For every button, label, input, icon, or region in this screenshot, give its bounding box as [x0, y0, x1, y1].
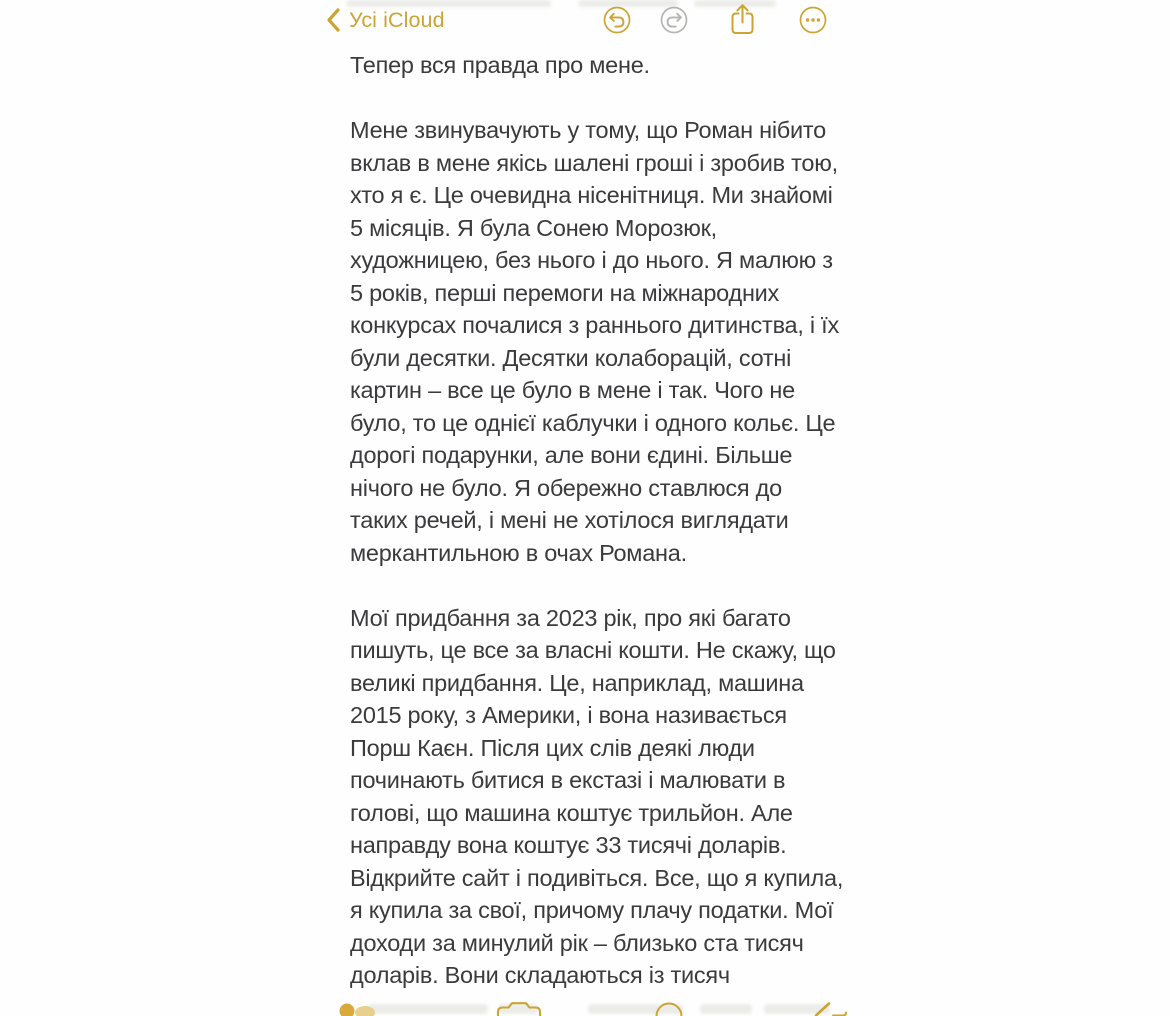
note-text-line: Відкрийте сайт і подивіться. Все, що я купила,	[350, 864, 844, 891]
note-text-line: було, то це однієї каблучки і одного кольє. Це	[350, 409, 836, 436]
redo-button-disabled[interactable]	[660, 6, 688, 34]
note-text-line: картин – все це було в мене і так. Чого не	[350, 377, 795, 403]
note-paragraph	[350, 602, 844, 992]
back-button-label: Усі iCloud	[349, 8, 445, 32]
note-text-line: починають битися в екстазі і малювати в	[350, 767, 786, 793]
back-button[interactable]	[326, 6, 445, 34]
note-text-line: доларів. Вони складаються із тисяч	[350, 962, 730, 988]
ghost-text-artifact	[368, 1004, 488, 1014]
undo-button[interactable]	[603, 6, 631, 34]
note-text-line: таких речей, і мені не хотілося виглядати	[350, 507, 789, 533]
note-text-line: вклав в мене якісь шалені гроші і зробив тою,	[350, 149, 838, 176]
note-text-line: Мене звинувачують у тому, що Роман нібито	[350, 117, 826, 143]
note-text-line: конкурсах почалися з раннього дитинства, і їх	[350, 312, 839, 338]
compose-icon[interactable]	[812, 1002, 848, 1016]
bottom-toolbar	[0, 1002, 1170, 1016]
nav-bar	[0, 0, 1170, 42]
note-text-line: були десятки. Десятки колаборацій, сотні	[350, 344, 792, 371]
note-text-line: Мої придбання за 2023 рік, про які багато	[350, 604, 791, 631]
chevron-left-icon	[326, 8, 340, 32]
note-body[interactable]	[350, 49, 844, 992]
note-text-line: художницею, без нього і до нього. Я малюю з	[350, 247, 833, 273]
note-text-line: голові, що машина коштує трильйон. Але	[350, 799, 793, 826]
note-text-line: нічого не було. Я обережно ставлюся до	[350, 474, 782, 501]
circle-glyph-icon[interactable]	[655, 1002, 683, 1016]
note-text-line: 5 років, перші перемоги на міжнародних	[350, 279, 780, 306]
note-text-line: 2015 року, з Америки, і вона називається	[350, 702, 787, 728]
note-text-line: я купила за свої, причому плачу податки. Мої	[350, 897, 834, 923]
share-button[interactable]	[729, 3, 756, 36]
note-text-line: великі придбання. Це, наприклад, машина	[350, 669, 804, 696]
ghost-text-artifact	[700, 1004, 752, 1014]
note-text-line: хто я є. Це очевидна нісенітниця. Ми знайомі	[350, 182, 833, 208]
camera-icon[interactable]	[496, 1002, 542, 1016]
note-text-line: Тепер вся правда про мене.	[350, 52, 650, 78]
note-text-line: пишуть, це все за власні кошти. Не скажу, що	[350, 637, 836, 663]
note-text-line: направду вона коштує 33 тисячі доларів.	[350, 832, 787, 858]
note-paragraph	[350, 114, 839, 569]
note-paragraph	[350, 49, 830, 82]
pen-tip-icon[interactable]	[338, 1002, 380, 1016]
note-text-line: Порш Каєн. Після цих слів деякі люди	[350, 734, 755, 761]
more-options-button[interactable]	[799, 6, 827, 34]
note-text-line: 5 місяців. Я була Сонею Морозюк,	[350, 214, 717, 241]
note-text-line: дорогі подарунки, але вони єдині. Більше	[350, 442, 793, 468]
note-text-line: меркантильною в очах Романа.	[350, 539, 687, 566]
note-text-line: доходи за минулий рік – близько ста тисяч	[350, 929, 804, 956]
